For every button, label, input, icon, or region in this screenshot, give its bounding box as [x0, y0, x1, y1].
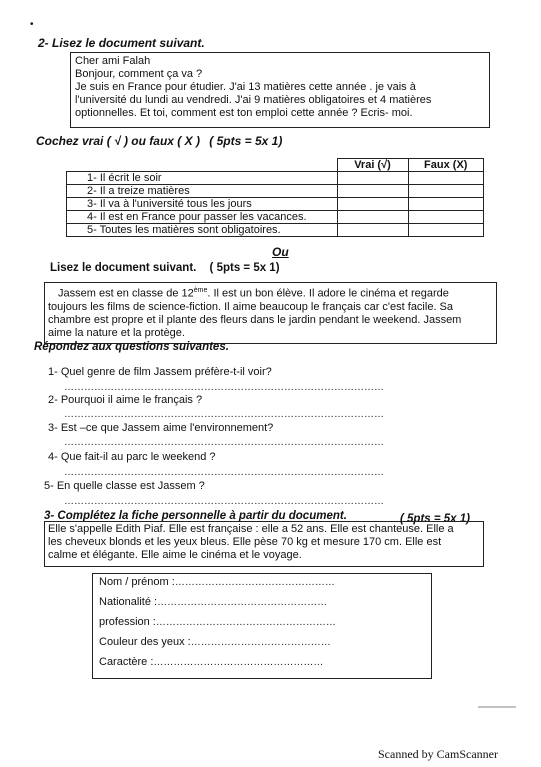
- piaf-text-line: calme et élégante. Elle aime le cinéma et le voyage.: [48, 549, 302, 561]
- alt-points: ( 5pts = 5x 1): [209, 262, 280, 274]
- vf-header-row: [67, 159, 484, 172]
- vf-vrai-cell[interactable]: [337, 172, 408, 185]
- fiche-row: [99, 656, 425, 676]
- jassem-text-line: aime la nature et la protège.: [48, 326, 185, 339]
- fiche-row: [99, 596, 425, 616]
- fiche-field[interactable]: ……………………………………………: [153, 657, 324, 668]
- vf-vrai-cell[interactable]: [337, 224, 408, 237]
- fiche-label: profession :: [99, 616, 156, 628]
- fiche-field[interactable]: ……………………………………: [190, 637, 331, 648]
- scan-smudge: [478, 706, 516, 708]
- alt-heading: [50, 262, 280, 274]
- letter-line: Cher ami Falah: [75, 55, 151, 67]
- letter-line: Bonjour, comment ça va ?: [75, 68, 203, 80]
- vf-row: [67, 224, 484, 237]
- question: 4- Que fait-il au parc le weekend ?: [48, 451, 216, 463]
- vf-heading-text: Cochez vrai ( √ ) ou faux ( X ): [36, 134, 200, 148]
- letter-line: optionnelles. Et toi, comment est ton emploi cette année ? Ecris- moi.: [75, 107, 413, 119]
- question: 5- En quelle classe est Jassem ?: [44, 480, 205, 492]
- vf-table: [66, 158, 484, 237]
- vf-vrai-cell[interactable]: [337, 198, 408, 211]
- vf-col-vrai: Vrai (√): [337, 159, 408, 172]
- vf-statement: 4- Il est en France pour passer les vacances.: [67, 211, 338, 224]
- vf-faux-cell[interactable]: [408, 198, 484, 211]
- fiche-label: Nom / prénom :: [99, 576, 175, 588]
- question: 2- Pourquoi il aime le français ?: [48, 394, 203, 406]
- fiche-label: Caractère :: [99, 656, 154, 668]
- vf-heading: [36, 134, 282, 148]
- vf-header-blank: [67, 159, 338, 172]
- questions-heading: Répondez aux questions suivantes.: [34, 341, 229, 353]
- vf-points: ( 5pts = 5x 1): [209, 134, 283, 148]
- vf-row: [67, 185, 484, 198]
- question: 1- Quel genre de film Jassem préfère-t-il voir?: [48, 366, 272, 378]
- letter-line: l'université du lundi au vendredi. J'ai 9 matières obligatoires et 4 matières: [75, 94, 432, 106]
- fiche-box: [92, 573, 432, 679]
- stray-dot: •: [30, 19, 34, 30]
- jassem-text-line: toujours les films de science-fiction. Il aime beaucoup le français car c'est facile. Sa: [48, 300, 454, 313]
- question: 3- Est –ce que Jassem aime l'environnement?: [48, 422, 274, 434]
- fiche-field[interactable]: ……………………………………………: [157, 597, 328, 608]
- camscanner-footer: Scanned by CamScanner: [378, 747, 498, 761]
- fiche-row: [99, 636, 425, 656]
- jassem-text-box: [44, 282, 497, 344]
- fiche-row: [99, 576, 425, 596]
- ou-label: Ou: [272, 245, 289, 259]
- answer-line[interactable]: ……………………………………………………………………………………: [64, 437, 384, 448]
- vf-faux-cell[interactable]: [408, 172, 484, 185]
- section3-heading: 3- Complétez la fiche personnelle à partir du document.: [44, 510, 347, 522]
- fiche-row: [99, 616, 425, 636]
- vf-row: [67, 211, 484, 224]
- fiche-field[interactable]: …………………………………………: [174, 577, 335, 588]
- alt-heading-text: Lisez le document suivant.: [50, 262, 197, 274]
- jassem-text-line: chambre est propre et il plante des fleurs dans le jardin pendant le weekend. Jassem: [48, 313, 462, 326]
- fiche-label: Couleur des yeux :: [99, 636, 191, 648]
- letter-line: Je suis en France pour étudier. J'ai 13 matières cette année . je vais à: [75, 81, 416, 93]
- vf-statement: 2- Il a treize matières: [67, 185, 338, 198]
- piaf-text-line: Elle s'appelle Edith Piaf. Elle est française : elle a 52 ans. Elle est chanteuse. Elle a: [48, 523, 454, 535]
- jassem-text-line: Jassem est en classe de 12ème. Il est un bon élève. Il adore le cinéma et regarde: [58, 287, 449, 300]
- letter-box: [70, 52, 490, 128]
- vf-col-faux: Faux (X): [408, 159, 484, 172]
- vf-statement: 5- Toutes les matières sont obligatoires.: [67, 224, 338, 237]
- answer-line[interactable]: ……………………………………………………………………………………: [64, 496, 384, 507]
- fiche-field[interactable]: ………………………………………………: [155, 617, 336, 628]
- vf-faux-cell[interactable]: [408, 224, 484, 237]
- vf-statement: 3- Il va à l'université tous les jours: [67, 198, 338, 211]
- piaf-text-box: [44, 521, 484, 567]
- vf-faux-cell[interactable]: [408, 185, 484, 198]
- vf-row: [67, 172, 484, 185]
- answer-line[interactable]: ……………………………………………………………………………………: [64, 467, 384, 478]
- section3-points: ( 5pts = 5x 1): [400, 513, 470, 525]
- vf-row: [67, 198, 484, 211]
- section2-heading: 2- Lisez le document suivant.: [38, 36, 205, 50]
- answer-line[interactable]: ……………………………………………………………………………………: [64, 382, 384, 393]
- fiche-label: Nationalité :: [99, 596, 158, 608]
- vf-faux-cell[interactable]: [408, 211, 484, 224]
- vf-vrai-cell[interactable]: [337, 185, 408, 198]
- vf-statement: 1- Il écrit le soir: [67, 172, 338, 185]
- vf-vrai-cell[interactable]: [337, 211, 408, 224]
- answer-line[interactable]: ……………………………………………………………………………………: [64, 409, 384, 420]
- piaf-text-line: les cheveux blonds et les yeux bleus. Elle pèse 70 kg et mesure 170 cm. Elle est: [48, 536, 442, 548]
